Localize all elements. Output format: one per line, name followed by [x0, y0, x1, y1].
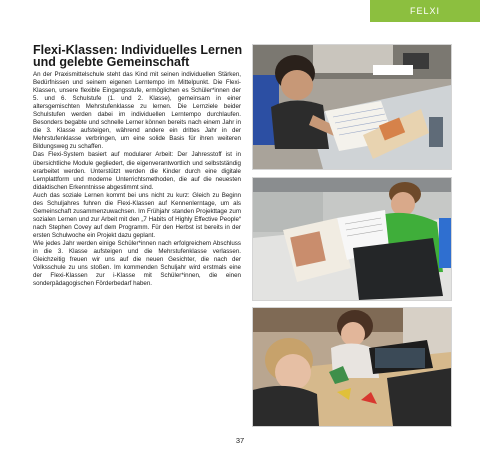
photo-boy-green-hoodie [252, 177, 452, 301]
article-paragraph: An der Praxismittelschule steht das Kind mit seinen individuellen Stärken, Bedürfnissen und seinem eigenen Lerntempo im Mittelpunkt. Die Flexi-Klassen, unsere flexible Eingangsstufe, ermöglichen es Schüler*innen der 5. und 6. Schulstufe (1. und 2. Klasse), gemeinsam in einer altersgemischten Mehrstufenklasse zu lernen. Die Lernziele beider Schulstufen werden dabei im individuellen Lerntempo durchlaufen. Besonders begabte und schnelle Lerner können bereits nach einem Jahr in die 3. Klasse aufsteigen, während andere ein drittes Jahr in der Mehrstufenklasse verbringen, um eine solide Basis für ihren weiteren Bildungsweg zu schaffen. [33, 71, 241, 151]
photo-boy-writing [252, 44, 452, 170]
article-paragraph: Wie jedes Jahr werden einige Schüler*innen nach erfolgreichem Abschluss in die 3. Klasse aufsteigen und die Mehrstufenklasse verlassen. Gleichzeitig freuen wir uns auf die neuen Gesichter, die nach der Volksschule zu uns stoßen. Im kommenden Schuljahr wird erstmals eine der Flexi-Klassen zur i-Klasse mit Schüler*innen, die einen sonderpädagogischen Förderbedarf haben. [33, 239, 241, 288]
section-tab: FELXI [370, 0, 480, 22]
photo-girls-tablet [252, 307, 452, 427]
article-title: Flexi-Klassen: Individuelles Lernen und gelebte Gemeinschaft [33, 43, 243, 69]
article-paragraph: Das Flexi-System basiert auf modularer Arbeit: Der Jahresstoff ist in übersichtliche Module gegliedert, die eigenverantwortlich und selbstständig erarbeitet werden. Unterstützt werden die Kinder durch eine digitale Lernplattform und moderne Unterrichtsmethoden, die auf die neuesten didaktischen Erkenntnisse abgestimmt sind. [33, 151, 241, 191]
article-body [33, 71, 241, 288]
page-number: 37 [235, 436, 245, 445]
article-paragraph: Auch das soziale Lernen kommt bei uns nicht zu kurz: Gleich zu Beginn des Schuljahres fuhren die Flexi-Klassen auf Kennenlerntage, um als Gemeinschaft zusammenzuwachsen. Im Frühjahr standen Projekttage zum sozialen Lernen und zur Arbeit mit den „7 Habits of Highly Effective People“ nach Stephen Covey auf dem Programm. Für den Herbst ist bereits in der ersten Schulwoche ein Projekt dazu geplant. [33, 191, 241, 239]
